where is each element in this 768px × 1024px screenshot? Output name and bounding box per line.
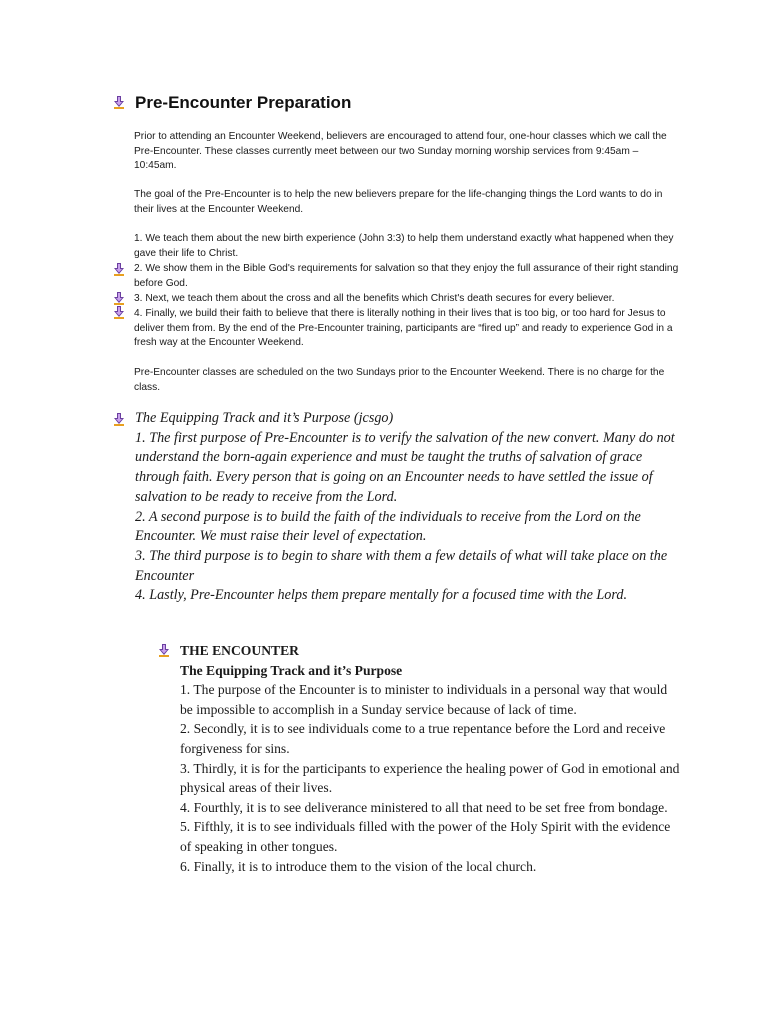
list-item: 4. Finally, we build their faith to believe that there is literally nothing in their lives that is too big, or too hard for Jesus to deliver them from. By the end of the Pre-Encounter training, participants are “fired up” and ready to experience God in a fresh way at the Encounter Weekend. xyxy=(134,308,673,349)
list-item: 1. The purpose of the Encounter is to minister to individuals in a personal way that would be impossible to accomplish in a Sunday service because of lack of time. xyxy=(180,682,668,717)
goal-paragraph: The goal of the Pre-Encounter is to help the new believers prepare for the life-changing things the Lord wants to do in their lives at the Encounter Weekend. xyxy=(134,189,663,215)
list-item: 3. Next, we teach them about the cross and all the benefits which Christ's death secures for every believer. xyxy=(134,293,615,304)
list-item: 1. We teach them about the new birth experience (John 3:3) to help them understand exactly what happened when they gave their life to Christ. xyxy=(134,233,674,259)
list-item: 3. The third purpose is to begin to share with them a few details of what will take place on the Encounter xyxy=(135,547,668,584)
closing-paragraph: Pre-Encounter classes are scheduled on the two Sundays prior to the Encounter Weekend. There is no charge for the class. xyxy=(134,367,665,393)
equipping-track-section xyxy=(135,409,685,606)
arrow-down-bullet-icon xyxy=(113,292,125,306)
section-subheading: The Equipping Track and it’s Purpose xyxy=(180,662,403,678)
list-item: 5. Fifthly, it is to see individuals filled with the power of the Holy Spirit with the evidence of speaking in other tongues. xyxy=(180,819,671,854)
arrow-down-bullet-icon xyxy=(113,263,125,277)
intro-paragraph: Prior to attending an Encounter Weekend, believers are encouraged to attend four, one-hour classes which we call the Pre-Encounter. These classes currently meet between our two Sunday morning worship services from 9:45am – 10:45am. xyxy=(134,131,667,172)
section-title: The Equipping Track and it’s Purpose (jcsgo) xyxy=(135,410,394,426)
list-item: 2. A second purpose is to build the faith of the individuals to receive from the Lord on the Encounter. We must raise their level of expectation. xyxy=(135,508,641,545)
list-item: 1. The first purpose of Pre-Encounter is to verify the salvation of the new convert. Many do not understand the born-again experience and must be taught the truths of salvation of grace through faith. Every person that is going on an Encounter needs to have settled the issue of salvation to be ready to receive from the Lord. xyxy=(135,429,675,505)
list-item: 4. Lastly, Pre-Encounter helps them prepare mentally for a focused time with the Lord. xyxy=(135,587,628,604)
section-heading: THE ENCOUNTER xyxy=(180,643,299,658)
arrow-down-bullet-icon xyxy=(113,413,125,427)
arrow-down-bullet-icon xyxy=(113,306,125,320)
list-item: 3. Thirdly, it is for the participants to experience the healing power of God in emotional and physical areas of their lives. xyxy=(180,760,680,796)
arrow-down-bullet-icon xyxy=(158,644,170,658)
section-heading: Pre-Encounter Preparation xyxy=(135,93,352,112)
list-item: 2. Secondly, it is to see individuals come to a true repentance before the Lord and receive forgiveness for sins. xyxy=(180,721,666,756)
encounter-section xyxy=(180,641,680,876)
list-item: 4. Fourthly, it is to see deliverance ministered to all that need to be set free from bondage. xyxy=(180,799,668,815)
list-item: 6. Finally, it is to introduce them to the vision of the local church. xyxy=(180,858,537,874)
arrow-down-bullet-icon xyxy=(113,96,125,110)
list-item: 2. We show them in the Bible God's requirements for salvation so that they enjoy the full assurance of their right standing before God. xyxy=(134,263,679,289)
